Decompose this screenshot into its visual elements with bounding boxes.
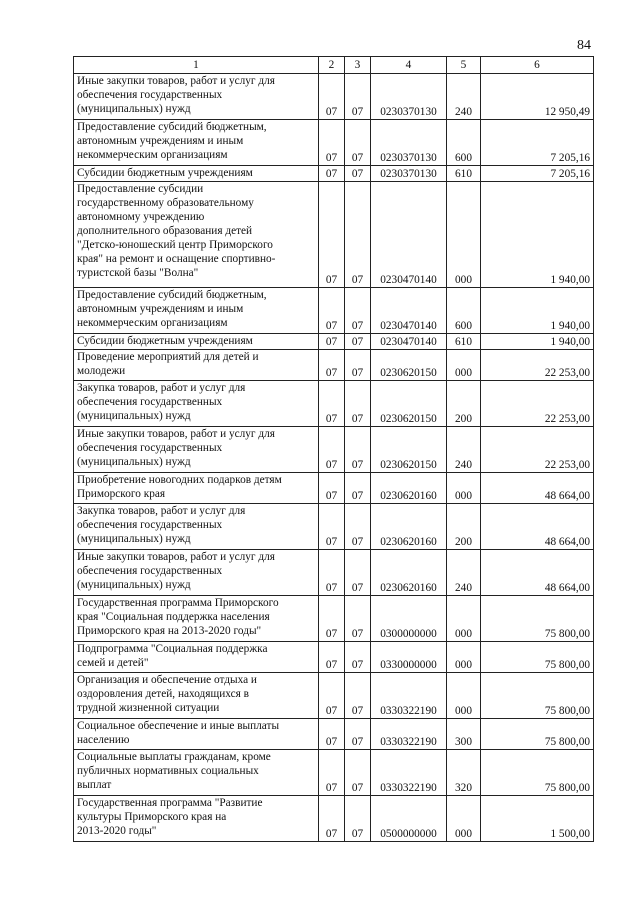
row-expense-type-cell: 610	[447, 334, 481, 350]
row-target-article-cell: 0230620150	[371, 427, 447, 473]
row-target-article-cell: 0330322190	[371, 750, 447, 796]
row-expense-type-cell: 240	[447, 550, 481, 596]
row-section-cell: 07	[319, 166, 345, 182]
row-name-cell: Проведение мероприятий для детей и молодежи	[74, 350, 319, 381]
row-subsection-cell: 07	[345, 182, 371, 288]
row-name-cell: Государственная программа Приморского края "Социальная поддержка населения Приморского края на 2013-2020 годы"	[74, 596, 319, 642]
row-section-cell: 07	[319, 427, 345, 473]
table-row	[74, 74, 594, 120]
row-amount-cell: 7 205,16	[481, 166, 594, 182]
row-section-cell: 07	[319, 74, 345, 120]
row-amount-cell: 75 800,00	[481, 596, 594, 642]
row-name-cell: Социальные выплаты гражданам, кроме публичных нормативных социальных выплат	[74, 750, 319, 796]
row-name-cell: Иные закупки товаров, работ и услуг для обеспечения государственных (муниципальных) нужд	[74, 427, 319, 473]
row-amount-cell: 48 664,00	[481, 550, 594, 596]
row-target-article-cell: 0230370130	[371, 120, 447, 166]
row-subsection-cell: 07	[345, 719, 371, 750]
row-expense-type-cell: 000	[447, 673, 481, 719]
column-header: 2	[319, 57, 345, 74]
row-target-article-cell: 0330000000	[371, 642, 447, 673]
row-subsection-cell: 07	[345, 550, 371, 596]
table-row	[74, 642, 594, 673]
table-row	[74, 550, 594, 596]
row-subsection-cell: 07	[345, 288, 371, 334]
row-subsection-cell: 07	[345, 673, 371, 719]
row-expense-type-cell: 600	[447, 288, 481, 334]
row-subsection-cell: 07	[345, 642, 371, 673]
row-expense-type-cell: 000	[447, 350, 481, 381]
row-section-cell: 07	[319, 350, 345, 381]
row-name-cell: Государственная программа "Развитие культуры Приморского края на 2013-2020 годы"	[74, 796, 319, 842]
row-section-cell: 07	[319, 504, 345, 550]
row-amount-cell: 22 253,00	[481, 350, 594, 381]
row-subsection-cell: 07	[345, 381, 371, 427]
row-amount-cell: 75 800,00	[481, 642, 594, 673]
row-subsection-cell: 07	[345, 473, 371, 504]
row-name-cell: Подпрограмма "Социальная поддержка семей и детей"	[74, 642, 319, 673]
row-target-article-cell: 0230620160	[371, 550, 447, 596]
row-section-cell: 07	[319, 642, 345, 673]
table-row	[74, 427, 594, 473]
row-subsection-cell: 07	[345, 750, 371, 796]
row-amount-cell: 1 940,00	[481, 334, 594, 350]
row-subsection-cell: 07	[345, 166, 371, 182]
row-target-article-cell: 0230620160	[371, 504, 447, 550]
table-row	[74, 719, 594, 750]
row-amount-cell: 48 664,00	[481, 504, 594, 550]
row-expense-type-cell: 000	[447, 473, 481, 504]
table-row	[74, 596, 594, 642]
row-target-article-cell: 0230470140	[371, 288, 447, 334]
row-target-article-cell: 0230620150	[371, 381, 447, 427]
row-subsection-cell: 07	[345, 74, 371, 120]
table-row	[74, 350, 594, 381]
row-amount-cell: 75 800,00	[481, 673, 594, 719]
row-name-cell: Субсидии бюджетным учреждениям	[74, 166, 319, 182]
row-target-article-cell: 0500000000	[371, 796, 447, 842]
row-section-cell: 07	[319, 120, 345, 166]
row-subsection-cell: 07	[345, 120, 371, 166]
row-name-cell: Иные закупки товаров, работ и услуг для обеспечения государственных (муниципальных) нужд	[74, 74, 319, 120]
column-header: 4	[371, 57, 447, 74]
row-section-cell: 07	[319, 288, 345, 334]
row-amount-cell: 22 253,00	[481, 381, 594, 427]
row-name-cell: Иные закупки товаров, работ и услуг для обеспечения государственных (муниципальных) нужд	[74, 550, 319, 596]
row-section-cell: 07	[319, 796, 345, 842]
row-expense-type-cell: 000	[447, 182, 481, 288]
column-header: 6	[481, 57, 594, 74]
row-target-article-cell: 0300000000	[371, 596, 447, 642]
column-header: 5	[447, 57, 481, 74]
row-name-cell: Предоставление субсидии государственному образовательному автономному учреждению дополнительного образования детей "Детско-юношеский центр Приморского края" на ремонт и оснащение спортивно- туристской базы "Волна"	[74, 182, 319, 288]
row-name-cell: Закупка товаров, работ и услуг для обеспечения государственных (муниципальных) нужд	[74, 381, 319, 427]
row-target-article-cell: 0230470140	[371, 182, 447, 288]
row-expense-type-cell: 000	[447, 796, 481, 842]
row-amount-cell: 1 940,00	[481, 182, 594, 288]
row-amount-cell: 75 800,00	[481, 719, 594, 750]
row-target-article-cell: 0230370130	[371, 166, 447, 182]
table-row	[74, 381, 594, 427]
row-amount-cell: 75 800,00	[481, 750, 594, 796]
row-expense-type-cell: 200	[447, 504, 481, 550]
row-name-cell: Приобретение новогодних подарков детям Приморского края	[74, 473, 319, 504]
row-amount-cell: 12 950,49	[481, 74, 594, 120]
row-name-cell: Закупка товаров, работ и услуг для обеспечения государственных (муниципальных) нужд	[74, 504, 319, 550]
table-row	[74, 473, 594, 504]
row-section-cell: 07	[319, 596, 345, 642]
row-expense-type-cell: 200	[447, 381, 481, 427]
column-header: 3	[345, 57, 371, 74]
row-expense-type-cell: 000	[447, 596, 481, 642]
table-header-row	[74, 57, 594, 74]
budget-table	[73, 56, 594, 842]
row-target-article-cell: 0230370130	[371, 74, 447, 120]
row-name-cell: Субсидии бюджетным учреждениям	[74, 334, 319, 350]
row-name-cell: Социальное обеспечение и иные выплаты населению	[74, 719, 319, 750]
table-row	[74, 504, 594, 550]
row-expense-type-cell: 000	[447, 642, 481, 673]
table-row	[74, 288, 594, 334]
table-row	[74, 166, 594, 182]
row-expense-type-cell: 300	[447, 719, 481, 750]
row-target-article-cell: 0230470140	[371, 334, 447, 350]
row-expense-type-cell: 600	[447, 120, 481, 166]
table-row	[74, 673, 594, 719]
page-number: 84	[577, 38, 591, 53]
row-subsection-cell: 07	[345, 334, 371, 350]
row-expense-type-cell: 240	[447, 74, 481, 120]
row-section-cell: 07	[319, 719, 345, 750]
row-section-cell: 07	[319, 750, 345, 796]
table-row	[74, 334, 594, 350]
row-subsection-cell: 07	[345, 350, 371, 381]
row-subsection-cell: 07	[345, 504, 371, 550]
row-section-cell: 07	[319, 673, 345, 719]
row-amount-cell: 7 205,16	[481, 120, 594, 166]
row-section-cell: 07	[319, 182, 345, 288]
row-section-cell: 07	[319, 550, 345, 596]
row-target-article-cell: 0230620160	[371, 473, 447, 504]
row-expense-type-cell: 240	[447, 427, 481, 473]
table-row	[74, 120, 594, 166]
row-target-article-cell: 0330322190	[371, 673, 447, 719]
table-row	[74, 182, 594, 288]
row-subsection-cell: 07	[345, 796, 371, 842]
row-section-cell: 07	[319, 473, 345, 504]
row-amount-cell: 22 253,00	[481, 427, 594, 473]
table-row	[74, 796, 594, 842]
table-body	[74, 74, 594, 842]
row-expense-type-cell: 610	[447, 166, 481, 182]
row-target-article-cell: 0330322190	[371, 719, 447, 750]
row-name-cell: Предоставление субсидий бюджетным, автономным учреждениям и иным некоммерческим организациям	[74, 288, 319, 334]
row-section-cell: 07	[319, 334, 345, 350]
row-name-cell: Организация и обеспечение отдыха и оздоровления детей, находящихся в трудной жизненной ситуации	[74, 673, 319, 719]
row-name-cell: Предоставление субсидий бюджетным, автономным учреждениям и иным некоммерческим организациям	[74, 120, 319, 166]
row-target-article-cell: 0230620150	[371, 350, 447, 381]
row-amount-cell: 48 664,00	[481, 473, 594, 504]
row-amount-cell: 1 940,00	[481, 288, 594, 334]
row-expense-type-cell: 320	[447, 750, 481, 796]
row-section-cell: 07	[319, 381, 345, 427]
row-subsection-cell: 07	[345, 596, 371, 642]
row-amount-cell: 1 500,00	[481, 796, 594, 842]
row-subsection-cell: 07	[345, 427, 371, 473]
column-header: 1	[74, 57, 319, 74]
table-row	[74, 750, 594, 796]
